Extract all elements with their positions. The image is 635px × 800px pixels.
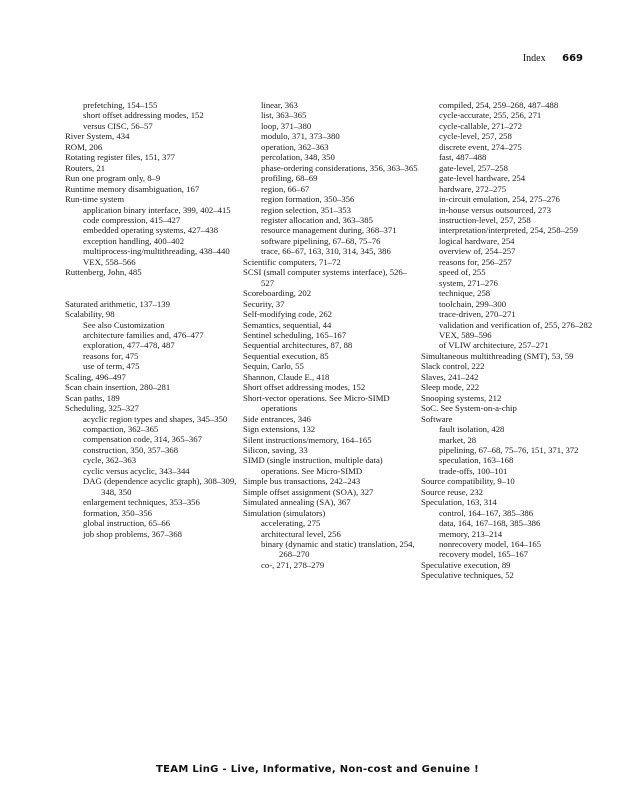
index-subentry: short offset addressing modes, 152 [83, 110, 204, 121]
index-subentry: exception handling, 400–402 [83, 235, 185, 246]
index-subentry: application binary interface, 399, 402–415 [83, 204, 231, 215]
index-entry: Slack control, 222 [421, 361, 485, 372]
index-subentry: co-, 271, 278–279 [261, 559, 325, 570]
running-header [523, 53, 583, 64]
index-subentry: use of term, 475 [83, 361, 140, 372]
index-subentry: discrete event, 274–275 [439, 141, 522, 152]
index-subentry: instruction-level, 257, 258 [439, 214, 531, 225]
index-entry: SoC. See System-on-a-chip [421, 403, 517, 414]
index-subentry: phase-ordering considerations, 356, 363–365 [261, 162, 418, 173]
index-entry: Runtime memory disambiguation, 167 [65, 183, 200, 194]
index-entry: Security, 37 [243, 298, 285, 309]
index-subentry: multiprocess-ing/multithreading, 438–440 [83, 246, 230, 257]
index-subentry: compensation code, 314, 365–367 [83, 434, 202, 445]
index-subentry: trace, 66–67, 163, 310, 314, 345, 386 [261, 246, 391, 257]
index-entry: Semantics, sequential, 44 [243, 319, 332, 330]
index-subentry: in-circuit emulation, 254, 275–276 [439, 194, 560, 205]
index-entry: ROM, 206 [65, 141, 103, 152]
index-subentry: gate-level, 257–258 [439, 162, 508, 173]
index-entry: Software [421, 413, 453, 424]
index-subentry: VEX, 589–596 [439, 329, 492, 340]
index-column-2 [243, 100, 419, 570]
index-entry: Scan paths, 189 [65, 392, 120, 403]
index-entry: Silent instructions/memory, 164–165 [243, 434, 372, 445]
index-entry: Simultaneous multithreading (SMT), 53, 59 [421, 350, 574, 361]
index-subentry: percolation, 348, 350 [261, 152, 335, 163]
index-entry: SIMD (single instruction, multiple data) operations. See Micro-SIMD [243, 455, 383, 476]
index-entry: Simple offset assignment (SOA), 327 [243, 486, 374, 497]
index-entry: Shannon, Claude E., 418 [243, 371, 330, 382]
index-subentry: reasons for, 256–257 [439, 256, 512, 267]
index-subentry: overview of, 254–257 [439, 246, 516, 257]
index-subentry: code compression, 415–427 [83, 214, 181, 225]
index-entry: River System, 434 [65, 131, 130, 142]
index-subentry: modulo, 371, 373–380 [261, 131, 340, 142]
index-subentry: cycle, 362–363 [83, 455, 137, 466]
index-entry: Rotating register files, 151, 377 [65, 152, 176, 163]
index-entry: Self-modifying code, 262 [243, 309, 333, 320]
index-entry: Silicon, saving, 33 [243, 444, 308, 455]
index-subentry: cycle-callable, 271–272 [439, 120, 522, 131]
index-subentry: of VLIW architecture, 257–271 [439, 340, 549, 351]
index-entry: Scientific computers, 71–72 [243, 256, 341, 267]
index-entry: Sign extensions, 132 [243, 424, 316, 435]
index-entry: Routers, 21 [65, 162, 106, 173]
index-subentry: resource management during, 368–371 [261, 225, 397, 236]
header-label: Index [522, 53, 546, 64]
index-entry: Speculative techniques, 52 [421, 570, 514, 581]
index-subentry: cyclic versus acyclic, 343–344 [83, 465, 190, 476]
index-subentry: prefetching, 154–155 [83, 100, 158, 110]
index-subentry: VEX, 558–566 [83, 256, 136, 267]
index-entry: Ruttenberg, John, 485 [65, 267, 142, 278]
index-subentry: pipelining, 67–68, 75–76, 151, 371, 372 [439, 444, 579, 455]
index-subentry: trade-offs, 100–101 [439, 465, 508, 476]
index-entry: Simulated annealing (SA), 367 [243, 497, 351, 508]
index-subentry: accelerating, 275 [261, 518, 321, 529]
index-entry: Scoreboarding, 202 [243, 288, 312, 299]
index-entry: Scan chain insertion, 280–281 [65, 382, 171, 393]
index-subentry: logical hardware, 254 [439, 235, 515, 246]
index-entry: Slaves, 241–242 [421, 371, 479, 382]
index-subentry: linear, 363 [261, 100, 298, 110]
index-subentry: enlargement techniques, 353–356 [83, 497, 200, 508]
index-entry: Run one program only, 8–9 [65, 173, 161, 184]
index-subentry: region selection, 351–353 [261, 204, 351, 215]
index-subentry: hardware, 272–275 [439, 183, 507, 194]
index-subentry: system, 271–276 [439, 277, 498, 288]
index-subentry: register allocation and, 363–385 [261, 214, 373, 225]
index-subentry: cycle-accurate, 255, 256, 271 [439, 110, 542, 121]
index-entry: Scalability, 98 [65, 309, 115, 320]
index-subentry: architecture families and, 476–477 [83, 329, 204, 340]
index-subentry: software pipelining, 67–68, 75–76 [261, 235, 381, 246]
index-subentry: operation, 362–363 [261, 141, 329, 152]
index-subentry: technique, 258 [439, 288, 491, 299]
index-subentry: fault isolation, 428 [439, 424, 505, 435]
index-entry: Simple bus transactions, 242–243 [243, 476, 361, 487]
index-subentry: acyclic region types and shapes, 345–350 [83, 413, 228, 424]
index-entry: Sequin, Carlo, 55 [243, 361, 304, 372]
index-column-3 [421, 100, 603, 581]
index-subentry: architectural level, 256 [261, 528, 341, 539]
index-subentry: list, 363–365 [261, 110, 307, 121]
index-entry: Side entrances, 346 [243, 413, 311, 424]
index-subentry: compaction, 362–365 [83, 424, 159, 435]
index-entry: Sentinel scheduling, 165–167 [243, 329, 347, 340]
index-subentry: data, 164, 167–168, 385–386 [439, 518, 541, 529]
index-entry: Sequential execution, 85 [243, 350, 329, 361]
index-subentry: trace-driven, 270–271 [439, 309, 516, 320]
index-entry: Short offset addressing modes, 152 [243, 382, 366, 393]
footer-banner: TEAM LinG - Live, Informative, Non-cost and Genuine ! [156, 764, 479, 775]
index-subentry: toolchain, 299–300 [439, 298, 507, 309]
index-subentry: nonrecovery model, 164–165 [439, 539, 542, 550]
index-subentry: speed of, 255 [439, 267, 486, 278]
index-subentry: cycle-level, 257, 258 [439, 131, 512, 142]
index-subentry: exploration, 477–478, 487 [83, 340, 175, 351]
index-column-1 [65, 100, 241, 539]
index-subentry: reasons for, 475 [83, 350, 139, 361]
index-subentry: gate-level hardware, 254 [439, 173, 526, 184]
index-entry: Scheduling, 325–327 [65, 403, 139, 414]
index-subentry: profiling, 68–69 [261, 173, 318, 184]
index-entry: Sleep mode, 222 [421, 382, 480, 393]
index-entry: Source reuse, 232 [421, 486, 484, 497]
index-subentry: DAG (dependence acyclic graph), 308–309, 348, 350 [83, 476, 237, 497]
index-entry: Simulation (simulators) [243, 507, 326, 518]
index-subentry: region, 66–67 [261, 183, 310, 194]
index-subentry: speculation, 163–168 [439, 455, 514, 466]
page-number: 669 [562, 53, 583, 64]
index-entry: Run-time system [65, 194, 125, 205]
index-entry: Source compatibility, 9–10 [421, 476, 515, 487]
index-subentry: formation, 350–356 [83, 507, 153, 518]
index-entry: Short-vector operations. See Micro-SIMD operations [243, 392, 390, 414]
index-entry: Speculative execution, 89 [421, 559, 511, 570]
index-subentry: See also Customization [83, 319, 165, 330]
index-subentry: versus CISC, 56–57 [83, 120, 153, 131]
index-entry: Saturated arithmetic, 137–139 [65, 298, 170, 309]
index-subentry: job shop problems, 367–368 [83, 528, 182, 539]
index-entry: SCSI (small computer systems interface), 526–527 [243, 267, 408, 288]
index-subentry: region formation, 350–356 [261, 194, 355, 205]
index-subentry: interpretation/interpreted, 254, 258–259 [439, 225, 578, 236]
index-entry: Sequential architectures, 87, 88 [243, 340, 353, 351]
index-subentry: control, 164–167, 385–386 [439, 507, 534, 518]
index-entry: Snooping systems, 212 [421, 392, 502, 403]
index-entry: Speculation, 163, 314 [421, 497, 497, 508]
index-entry: Scaling, 496–497 [65, 371, 126, 382]
index-subentry: construction, 350, 357–368 [83, 444, 179, 455]
index-subentry: binary (dynamic and static) translation, 254, 268–270 [261, 539, 415, 560]
index-subentry: memory, 213–214 [439, 528, 503, 539]
index-subentry: fast, 487–488 [439, 152, 487, 163]
index-subentry: loop, 371–380 [261, 120, 312, 131]
index-subentry: global instruction, 65–66 [83, 518, 171, 529]
index-subentry: recovery model, 165–167 [439, 549, 529, 560]
index-subentry: in-house versus outsourced, 273 [439, 204, 551, 215]
index-subentry: embedded operating systems, 427–438 [83, 225, 219, 236]
index-subentry: market, 28 [439, 434, 477, 445]
index-subentry: compiled, 254, 259–268, 487–488 [439, 100, 559, 110]
index-subentry: validation and verification of, 255, 276–282 [439, 319, 593, 330]
